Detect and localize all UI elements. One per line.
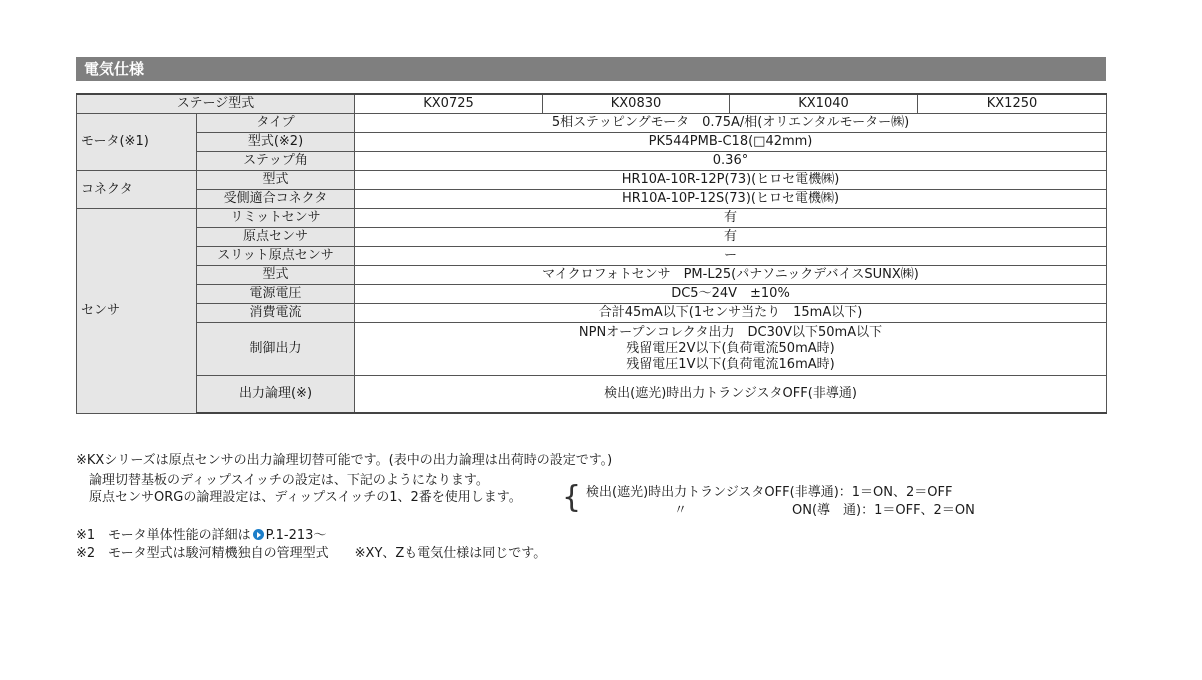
table-row	[77, 376, 1107, 414]
page-reference-link[interactable]: P.1-213～	[265, 528, 327, 543]
note-main: ※KXシリーズは原点センサの出力論理切替可能です。(表中の出力論理は出荷時の設定です。)	[76, 453, 613, 468]
slit-origin-sensor-label: スリット原点センサ	[197, 247, 355, 266]
model-kx1250: KX1250	[918, 94, 1107, 114]
control-output-label: 制御出力	[197, 323, 355, 376]
mating-connector-label: 受側適合コネクタ	[197, 190, 355, 209]
output-logic-label: 出力論理(※)	[197, 376, 355, 414]
motor-type-label: タイプ	[197, 114, 355, 133]
table-row	[77, 285, 1107, 304]
supply-voltage-label: 電源電圧	[197, 285, 355, 304]
footnote-1-text: ※1 モータ単体性能の詳細は	[76, 528, 251, 543]
sensor-model-value: マイクロフォトセンサ PM-L25(パナソニックデバイスSUNX㈱)	[355, 266, 1107, 285]
limit-sensor-label: リミットセンサ	[197, 209, 355, 228]
switch-setting-line-2: ON(導 通)：1＝OFF、2＝ON	[792, 503, 975, 518]
origin-sensor-value: 有	[355, 228, 1107, 247]
motor-group: モータ(※1)	[77, 114, 197, 171]
limit-sensor-value: 有	[355, 209, 1107, 228]
ditto-mark: 〃	[674, 503, 688, 518]
sensor-model-label: 型式	[197, 266, 355, 285]
motor-model-label: 型式(※2)	[197, 133, 355, 152]
motor-model-value: PK544PMB-C18(□42mm)	[355, 133, 1107, 152]
table-row	[77, 209, 1107, 228]
connector-model-value: HR10A-10R-12P(73)(ヒロセ電機㈱)	[355, 171, 1107, 190]
output-logic-value: 検出(遮光)時出力トランジスタOFF(非導通)	[355, 376, 1107, 414]
table-row	[77, 114, 1107, 133]
model-kx0830: KX0830	[543, 94, 730, 114]
current-consumption-value: 合計45mA以下(1センサ当たり 15mA以下)	[355, 304, 1107, 323]
brace-icon: {	[562, 480, 582, 515]
step-angle-label: ステップ角	[197, 152, 355, 171]
table-row	[77, 228, 1107, 247]
table-row	[77, 152, 1107, 171]
stage-model-label: ステージ型式	[77, 94, 355, 114]
table-row	[77, 266, 1107, 285]
table-row	[77, 304, 1107, 323]
note-switch-intro: 論理切替基板のディップスイッチの設定は、下記のようになります。	[76, 473, 489, 488]
mating-connector-value: HR10A-10P-12S(73)(ヒロセ電機㈱)	[355, 190, 1107, 209]
footnote-1	[76, 527, 326, 544]
motor-type-value: 5相ステッピングモータ 0.75A/相(オリエンタルモーター㈱)	[355, 114, 1107, 133]
page-reference-arrow-icon	[253, 529, 264, 540]
step-angle-value: 0.36°	[355, 152, 1107, 171]
slit-origin-sensor-value: ー	[355, 247, 1107, 266]
table-row	[77, 190, 1107, 209]
control-output-value	[355, 323, 1107, 376]
section-title: 電気仕様	[76, 57, 1106, 81]
sensor-group: センサ	[77, 209, 197, 414]
control-output-line-2: 残留電圧2V以下(負荷電流50mA時)	[626, 341, 835, 356]
table-row	[77, 323, 1107, 376]
connector-model-label: 型式	[197, 171, 355, 190]
header-row	[77, 94, 1107, 114]
note-switch-usage: 原点センサORGの論理設定は、ディップスイッチの1、2番を使用します。	[76, 490, 522, 505]
table-row	[77, 247, 1107, 266]
origin-sensor-label: 原点センサ	[197, 228, 355, 247]
electrical-spec-table	[76, 93, 1107, 414]
model-kx1040: KX1040	[730, 94, 918, 114]
model-kx0725: KX0725	[355, 94, 543, 114]
control-output-line-1: NPNオープンコレクタ出力 DC30V以下50mA以下	[578, 325, 883, 340]
switch-setting-line-1: 検出(遮光)時出力トランジスタOFF(非導通)：1＝ON、2＝OFF	[586, 485, 953, 500]
footnote-2: ※2 モータ型式は駿河精機独自の管理型式 ※XY、Zも電気仕様は同じです。	[76, 546, 547, 561]
supply-voltage-value: DC5～24V ±10%	[355, 285, 1107, 304]
table-row	[77, 133, 1107, 152]
current-consumption-label: 消費電流	[197, 304, 355, 323]
control-output-line-3: 残留電圧1V以下(負荷電流16mA時)	[626, 357, 835, 372]
table-row	[77, 171, 1107, 190]
connector-group: コネクタ	[77, 171, 197, 209]
